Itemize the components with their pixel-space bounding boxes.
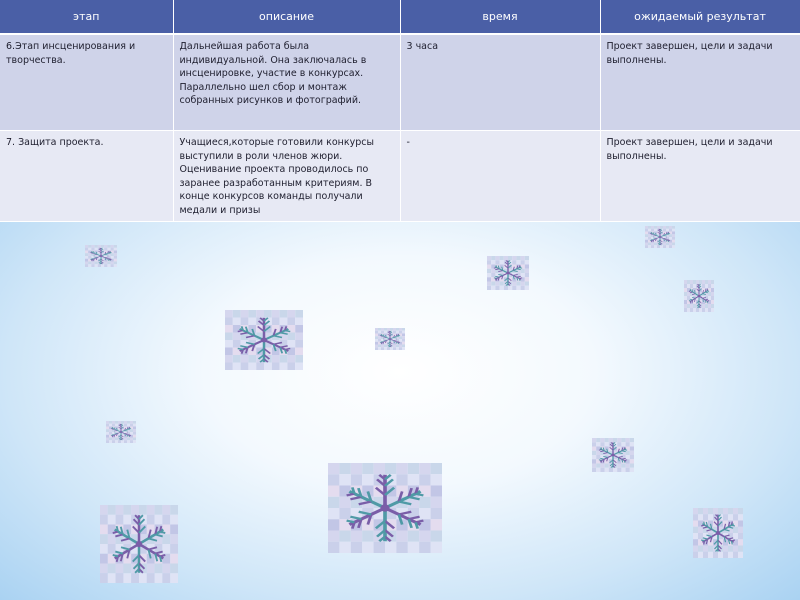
- cell-result: Проект завершен, цели и задачи выполнены.: [600, 34, 800, 131]
- snowflake-icon: [693, 508, 743, 558]
- table-row: [0, 131, 800, 222]
- header-stage: этап: [0, 0, 173, 34]
- cell-time: 3 часа: [400, 34, 600, 131]
- snowflake-icon: [328, 463, 442, 553]
- project-plan-table: [0, 0, 800, 222]
- snowflake-icon: [592, 438, 634, 472]
- table-row: [0, 34, 800, 131]
- cell-time: -: [400, 131, 600, 222]
- snowflake-icon: [85, 245, 117, 267]
- header-description: описание: [173, 0, 400, 34]
- snowflake-icon: [106, 421, 136, 443]
- cell-result: Проект завершен, цели и задачи выполнены.: [600, 131, 800, 222]
- header-expected-result: ожидаемый результат: [600, 0, 800, 34]
- snowflake-icon: [645, 226, 675, 248]
- cell-description: Учащиеся,которые готовили конкурсы выступили в роли членов жюри. Оценивание проекта проводилось по заранее разработанным критериям. В конце конкурсов команды получали медали и призы: [173, 131, 400, 222]
- cell-stage: 6.Этап инсценирования и творчества.: [0, 34, 173, 131]
- snowflake-icon: [684, 280, 714, 312]
- snowflake-icon: [375, 328, 405, 350]
- table-header-row: [0, 0, 800, 34]
- header-time: время: [400, 0, 600, 34]
- snowflake-icon: [100, 505, 178, 583]
- cell-stage: 7. Защита проекта.: [0, 131, 173, 222]
- cell-description: Дальнейшая работа была индивидуальной. Она заключалась в инсценировке, участие в конкурсах. Параллельно шел сбор и монтаж собранных рисунков и фотографий.: [173, 34, 400, 131]
- snowflake-icon: [225, 310, 303, 370]
- snowflake-icon: [487, 256, 529, 290]
